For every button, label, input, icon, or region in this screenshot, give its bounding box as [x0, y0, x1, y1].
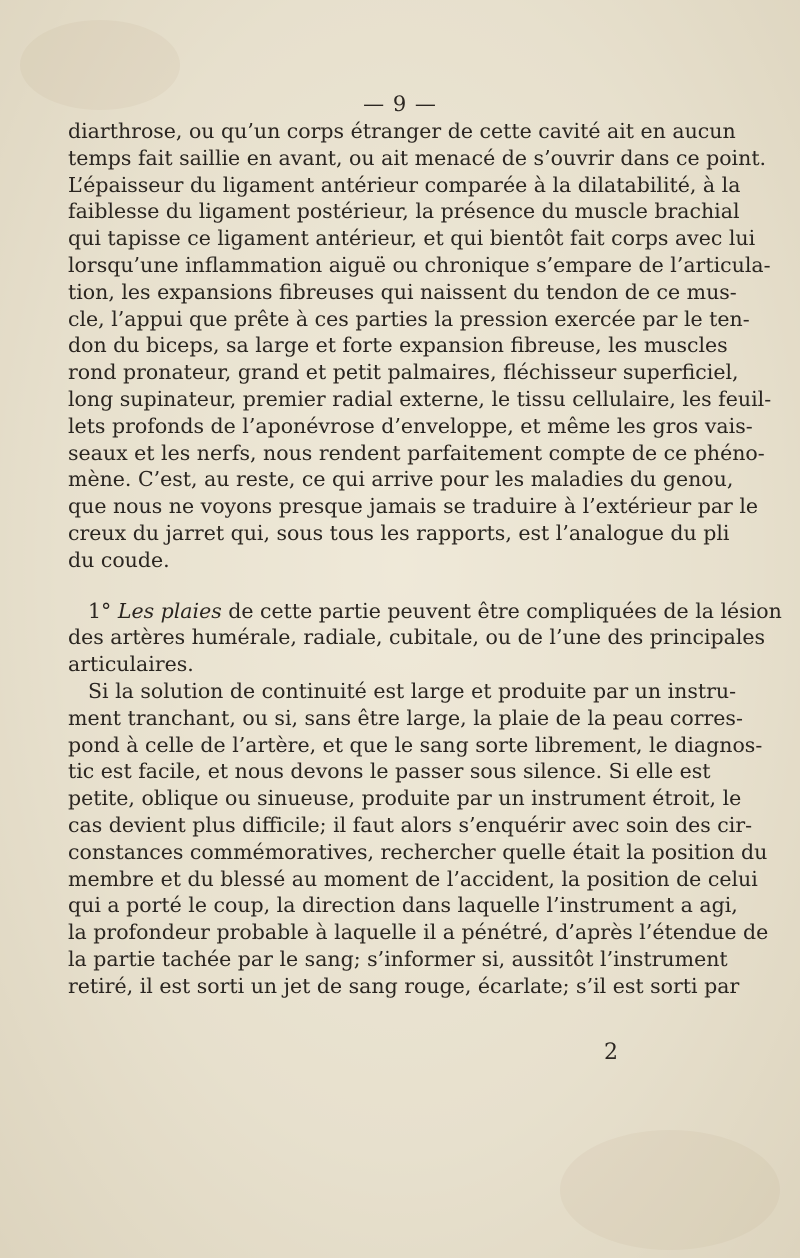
text-line: rond pronateur, grand et petit palmaires, fléchisseur superficiel, [68, 360, 739, 385]
paragraph-1 [68, 118, 772, 574]
page-body [68, 118, 782, 1000]
text-line: la partie tachée par le sang; s’informer si, aussitôt l’instrument [68, 946, 728, 971]
text-line: pond à celle de l’artère, et que le sang sorte librement, le diagnos- [68, 732, 763, 757]
text-line: diarthrose, ou qu’un corps étranger de cette cavité ait en aucun [68, 119, 736, 143]
page-number: — 9 — [363, 92, 437, 116]
section-number: 1° [88, 598, 112, 623]
paragraph-2 [68, 598, 782, 678]
text-line: mène. C’est, au reste, ce qui arrive pour les maladies du genou, [68, 467, 734, 492]
text-line: creux du jarret qui, sous tous les rapports, est l’analogue du pli [68, 520, 730, 545]
text-line: tion, les expansions fibreuses qui naissent du tendon de ce mus- [68, 279, 737, 304]
text-line: membre et du blessé au moment de l’accident, la position de celui [68, 866, 758, 891]
paper-stain [560, 1130, 780, 1250]
text-line: des artères humérale, radiale, cubitale, ou de l’une des principales [68, 625, 766, 650]
text-line: articulaires. [68, 652, 194, 677]
signature-mark: 2 [604, 1040, 618, 1065]
text-line: tic est facile, et nous devons le passer sous silence. Si elle est [68, 759, 711, 784]
text-line: constances commémoratives, rechercher quelle était la position du [68, 839, 768, 864]
text-line: lorsqu’une inflammation aiguë ou chronique s’empare de l’articula- [68, 252, 771, 277]
text-line [68, 598, 782, 625]
text-line: la profondeur probable à laquelle il a pénétré, d’après l’étendue de [68, 920, 769, 945]
text-line: ment tranchant, ou si, sans être large, la plaie de la peau corres- [68, 705, 743, 730]
section-heading-italic: Les plaies [117, 598, 222, 623]
text-line: don du biceps, sa large et forte expansion fibreuse, les muscles [68, 333, 728, 358]
text-line: qui a porté le coup, la direction dans laquelle l’instrument a agi, [68, 893, 738, 918]
text-line: cas devient plus difficile; il faut alors s’enquérir avec soin des cir- [68, 812, 753, 837]
text-line: du coude. [68, 547, 170, 572]
text-line: faiblesse du ligament postérieur, la présence du muscle brachial [68, 199, 740, 224]
text-line: lets profonds de l’aponévrose d’enveloppe, et même les gros vais- [68, 413, 753, 438]
text-line: temps fait saillie en avant, ou ait menacé de s’ouvrir dans ce point. [68, 145, 767, 170]
paragraph-3 [68, 678, 769, 1000]
text-line: que nous ne voyons presque jamais se traduire à l’extérieur par le [68, 494, 759, 519]
text-line: Si la solution de continuité est large et produite par un instru- [88, 678, 737, 703]
text-line: petite, oblique ou sinueuse, produite par un instrument étroit, le [68, 786, 742, 811]
text-line: L’épaisseur du ligament antérieur comparée à la dilatabilité, à la [68, 172, 741, 197]
text-line: seaux et les nerfs, nous rendent parfaitement compte de ce phéno- [68, 440, 765, 465]
text-run: de cette partie peuvent être compliquées de la lésion [228, 598, 782, 623]
text-line: retiré, il est sorti un jet de sang rouge, écarlate; s’il est sorti par [68, 973, 740, 998]
text-line: long supinateur, premier radial externe, le tissu cellulaire, les feuil- [68, 386, 772, 411]
text-line: cle, l’appui que prête à ces parties la pression exercée par le ten- [68, 306, 750, 331]
text-line: qui tapisse ce ligament antérieur, et qui bientôt fait corps avec lui [68, 226, 756, 251]
paragraph-spacer [68, 574, 698, 598]
